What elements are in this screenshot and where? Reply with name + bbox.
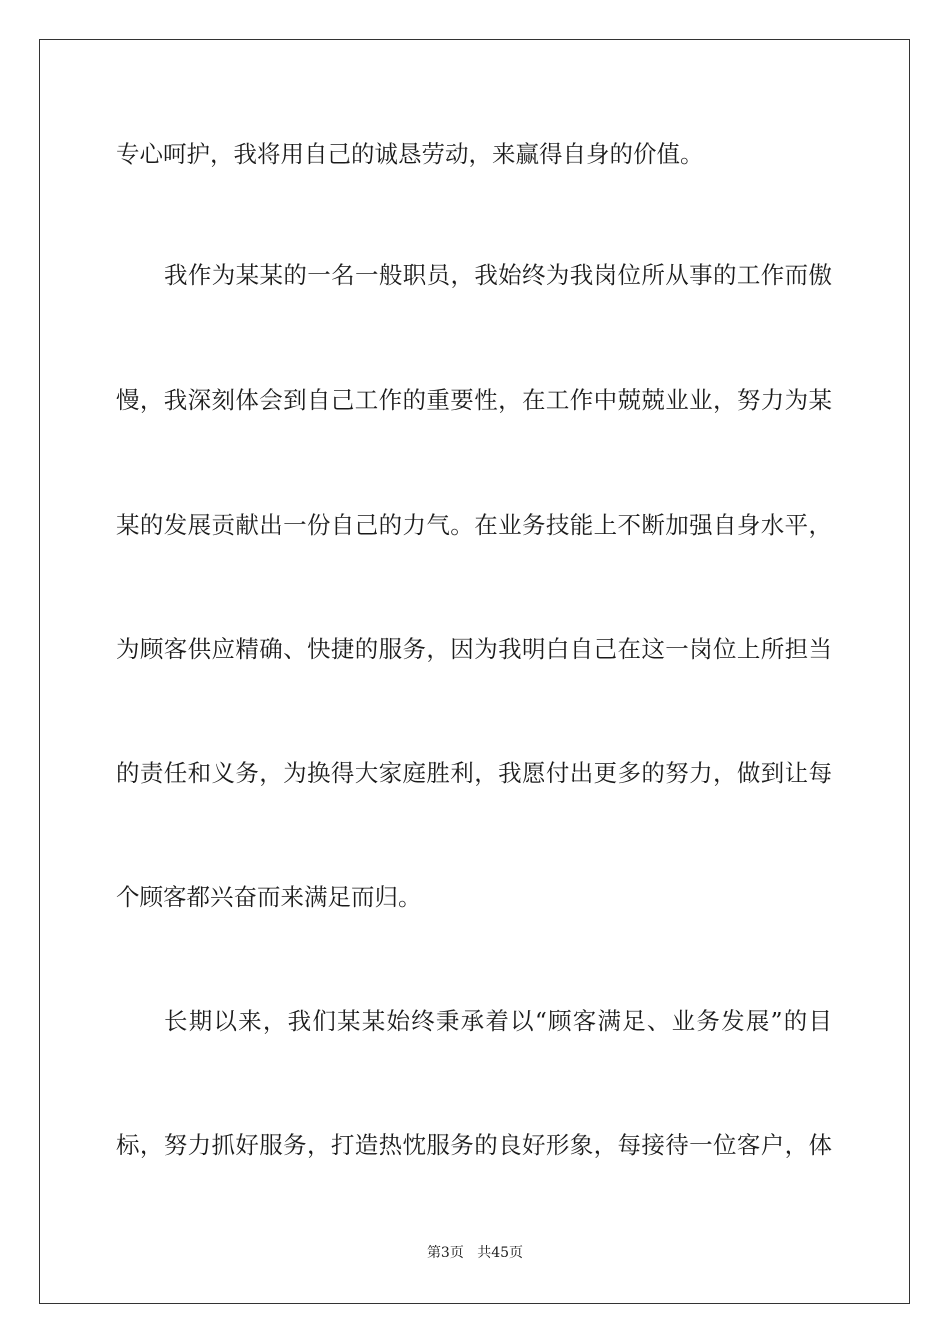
body-line-4: 某的发展贡献出一份自己的力气。在业务技能上不断加强自身水平， — [116, 511, 832, 539]
page-border — [39, 39, 910, 1304]
body-line-2: 我作为某某的一名一般职员，我始终为我岗位所从事的工作而傲 — [164, 261, 832, 289]
body-line-7: 个顾客都兴奋而来满足而归。 — [116, 883, 422, 911]
body-line-1: 专心呵护，我将用自己的诚恳劳动，来赢得自身的价值。 — [116, 140, 704, 168]
body-line-9: 标，努力抓好服务，打造热忱服务的良好形象，每接待一位客户，体 — [116, 1131, 832, 1159]
page-number: 第3页 — [426, 1245, 464, 1261]
page-total: 共45页 — [477, 1245, 524, 1261]
body-line-8: 长期以来，我们某某始终秉承着以“顾客满足、业务发展”的目 — [164, 1007, 832, 1035]
body-line-5: 为顾客供应精确、快捷的服务，因为我明白自己在这一岗位上所担当 — [116, 635, 832, 663]
body-line-3: 慢，我深刻体会到自己工作的重要性，在工作中兢兢业业，努力为某 — [116, 386, 832, 414]
body-line-6: 的责任和义务，为换得大家庭胜利，我愿付出更多的努力，做到让每 — [116, 759, 832, 787]
page-footer — [0, 1244, 950, 1262]
